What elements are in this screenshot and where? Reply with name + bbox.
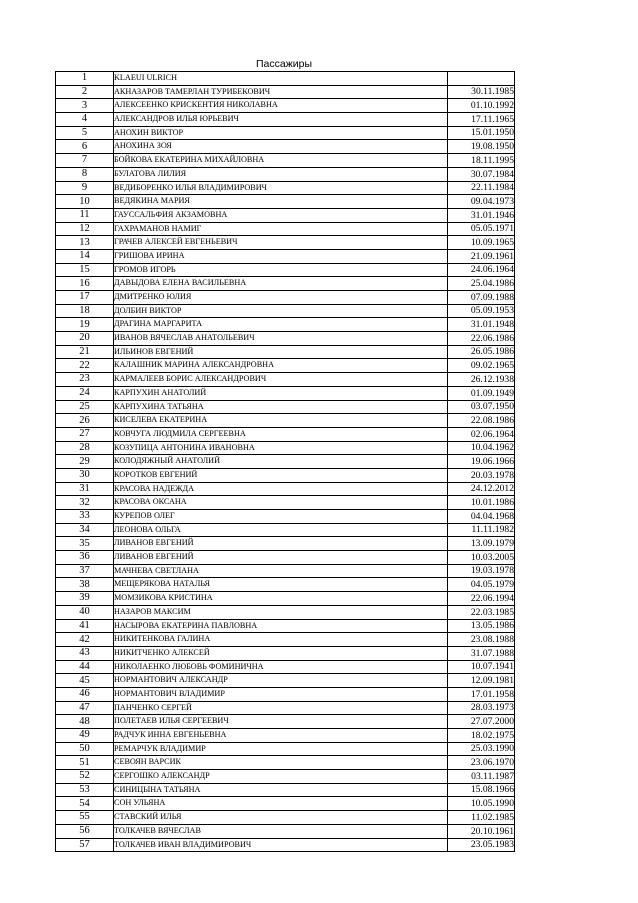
passenger-name: КОЛОДЯЖНЫЙ АНАТОЛИЙ	[114, 455, 448, 469]
passenger-name: НОРМАНТОВИЧ АЛЕКСАНДР	[114, 674, 448, 688]
table-row	[56, 332, 515, 346]
table-row	[56, 701, 515, 715]
table-row	[56, 181, 515, 195]
birth-date: 23.08.1988	[448, 633, 515, 647]
row-number: 19	[56, 318, 114, 332]
row-number: 43	[56, 646, 114, 660]
birth-date: 05.05.1971	[448, 222, 515, 236]
table-row	[56, 359, 515, 373]
row-number: 29	[56, 455, 114, 469]
birth-date: 10.04.1962	[448, 441, 515, 455]
row-number: 35	[56, 537, 114, 551]
passenger-name: НОРМАНТОВИЧ ВЛАДИМИР	[114, 687, 448, 701]
table-row	[56, 441, 515, 455]
birth-date: 27.07.2000	[448, 715, 515, 729]
passenger-name: ПОЛЕТАЕВ ИЛЬЯ СЕРГЕЕВИЧ	[114, 715, 448, 729]
passenger-name: ТОЛКАЧЕВ ВЯЧЕСЛАВ	[114, 824, 448, 838]
birth-date: 10.05.1990	[448, 797, 515, 811]
birth-date: 22.08.1986	[448, 414, 515, 428]
passenger-name: БОЙКОВА ЕКАТЕРИНА МИХАЙЛОВНА	[114, 154, 448, 168]
birth-date: 21.09.1961	[448, 249, 515, 263]
birth-date: 22.11.1984	[448, 181, 515, 195]
row-number: 11	[56, 208, 114, 222]
birth-date: 31.01.1948	[448, 318, 515, 332]
table-row	[56, 687, 515, 701]
table-row	[56, 414, 515, 428]
table-row	[56, 167, 515, 181]
birth-date: 18.02.1975	[448, 729, 515, 743]
passenger-name: КАРПУХИН АНАТОЛИЙ	[114, 386, 448, 400]
row-number: 47	[56, 701, 114, 715]
passenger-name: НИКОЛАЕНКО ЛЮБОВЬ ФОМИНИЧНА	[114, 660, 448, 674]
passenger-name: ПАНЧЕНКО СЕРГЕЙ	[114, 701, 448, 715]
passenger-name: СТАВСКИЙ ИЛЬЯ	[114, 811, 448, 825]
table-row	[56, 715, 515, 729]
birth-date: 19.08.1950	[448, 140, 515, 154]
row-number: 46	[56, 687, 114, 701]
passenger-name: АКНАЗАРОВ ТАМЕРЛАН ТУРИБЕКОВИЧ	[114, 85, 448, 99]
passenger-name: КРАСОВА ОКСАНА	[114, 496, 448, 510]
passenger-name: ИЛЬИНОВ ЕВГЕНИЙ	[114, 345, 448, 359]
row-number: 52	[56, 770, 114, 784]
birth-date: 13.09.1979	[448, 537, 515, 551]
row-number: 26	[56, 414, 114, 428]
row-number: 49	[56, 729, 114, 743]
passenger-name: БУЛАТОВА ЛИЛИЯ	[114, 167, 448, 181]
birth-date: 22.03.1985	[448, 605, 515, 619]
passenger-name: РАДЧУК ИННА ЕВГЕНЬЕВНА	[114, 729, 448, 743]
passenger-name: ГАУССАЛЬФИЯ АКЗАМОВНА	[114, 208, 448, 222]
passenger-name: РЕМАРЧУК ВЛАДИМИР	[114, 742, 448, 756]
table-row	[56, 400, 515, 414]
birth-date: 02.06.1964	[448, 427, 515, 441]
birth-date: 31.07.1988	[448, 646, 515, 660]
row-number: 40	[56, 605, 114, 619]
table-row	[56, 797, 515, 811]
table-row	[56, 496, 515, 510]
passenger-table	[55, 71, 515, 852]
table-row	[56, 195, 515, 209]
passenger-name: НИКИТЧЕНКО АЛЕКСЕЙ	[114, 646, 448, 660]
birth-date: 13.05.1986	[448, 619, 515, 633]
passenger-name: ДОЛБИН ВИКТОР	[114, 304, 448, 318]
table-row	[56, 783, 515, 797]
table-row	[56, 660, 515, 674]
row-number: 8	[56, 167, 114, 181]
table-row	[56, 85, 515, 99]
passenger-name: НАСЫРОВА ЕКАТЕРИНА ПАВЛОВНА	[114, 619, 448, 633]
passenger-name: ВЕДЯКИНА МАРИЯ	[114, 195, 448, 209]
table-row	[56, 811, 515, 825]
passenger-name: ЛЕОНОВА ОЛЬГА	[114, 523, 448, 537]
row-number: 23	[56, 373, 114, 387]
birth-date: 19.06.1966	[448, 455, 515, 469]
passenger-name: ГРАЧЕВ АЛЕКСЕЙ ЕВГЕНЬЕВИЧ	[114, 236, 448, 250]
birth-date: 23.05.1983	[448, 838, 515, 852]
passenger-name: ВЕДИБОРЕНКО ИЛЬЯ ВЛАДИМИРОВИЧ	[114, 181, 448, 195]
table-row	[56, 386, 515, 400]
table-row	[56, 304, 515, 318]
table-row	[56, 564, 515, 578]
passenger-name: МЕЩЕРЯКОВА НАТАЛЬЯ	[114, 578, 448, 592]
table-row	[56, 646, 515, 660]
row-number: 5	[56, 126, 114, 140]
passenger-name: КРАСОВА НАДЕЖДА	[114, 482, 448, 496]
birth-date: 10.03.2005	[448, 551, 515, 565]
table-row	[56, 578, 515, 592]
row-number: 38	[56, 578, 114, 592]
passenger-name: АЛЕКСАНДРОВ ИЛЬЯ ЮРЬЕВИЧ	[114, 113, 448, 127]
table-row	[56, 345, 515, 359]
table-row	[56, 605, 515, 619]
table-row	[56, 824, 515, 838]
passenger-name: ЛИВАНОВ ЕВГЕНИЙ	[114, 537, 448, 551]
birth-date: 31.01.1946	[448, 208, 515, 222]
table-row	[56, 551, 515, 565]
passenger-name: КУРЕПОВ ОЛЕГ	[114, 510, 448, 524]
birth-date: 23.06.1970	[448, 756, 515, 770]
birth-date: 17.01.1958	[448, 687, 515, 701]
row-number: 9	[56, 181, 114, 195]
passenger-name: ДРАГИНА МАРГАРИТА	[114, 318, 448, 332]
row-number: 13	[56, 236, 114, 250]
table-row	[56, 729, 515, 743]
birth-date: 01.09.1949	[448, 386, 515, 400]
birth-date: 15.01.1950	[448, 126, 515, 140]
row-number: 14	[56, 249, 114, 263]
row-number: 42	[56, 633, 114, 647]
table-row	[56, 126, 515, 140]
table-row	[56, 619, 515, 633]
table-row	[56, 468, 515, 482]
birth-date: 04.04.1968	[448, 510, 515, 524]
passenger-name: ИВАНОВ ВЯЧЕСЛАВ АНАТОЛЬЕВИЧ	[114, 332, 448, 346]
birth-date: 03.11.1987	[448, 770, 515, 784]
passenger-name: НИКИТЕНКОВА ГАЛИНА	[114, 633, 448, 647]
row-number: 33	[56, 510, 114, 524]
row-number: 1	[56, 72, 114, 86]
row-number: 36	[56, 551, 114, 565]
passenger-name: ГРОМОВ ИГОРЬ	[114, 263, 448, 277]
row-number: 54	[56, 797, 114, 811]
passenger-name: МАЧНЕВА СВЕТЛАНА	[114, 564, 448, 578]
birth-date: 22.06.1986	[448, 332, 515, 346]
birth-date: 11.11.1982	[448, 523, 515, 537]
birth-date	[448, 72, 515, 86]
row-number: 41	[56, 619, 114, 633]
row-number: 56	[56, 824, 114, 838]
table-row	[56, 373, 515, 387]
birth-date: 04.05.1979	[448, 578, 515, 592]
row-number: 51	[56, 756, 114, 770]
passenger-name: КОРОТКОВ ЕВГЕНИЙ	[114, 468, 448, 482]
birth-date: 30.11.1985	[448, 85, 515, 99]
table-row	[56, 236, 515, 250]
passenger-name: ДМИТРЕНКО ЮЛИЯ	[114, 291, 448, 305]
birth-date: 07.09.1988	[448, 291, 515, 305]
table-row	[56, 154, 515, 168]
birth-date: 12.09.1981	[448, 674, 515, 688]
passenger-name: ДАВЫДОВА ЕЛЕНА ВАСИЛЬЕВНА	[114, 277, 448, 291]
passenger-name: ЛИВАНОВ ЕВГЕНИЙ	[114, 551, 448, 565]
row-number: 25	[56, 400, 114, 414]
table-row	[56, 263, 515, 277]
passenger-name: КОЗУПИЦА АНТОНИНА ИВАНОВНА	[114, 441, 448, 455]
table-row	[56, 510, 515, 524]
page-title: Пассажиры	[255, 58, 312, 70]
passenger-name: ГРИШОВА ИРИНА	[114, 249, 448, 263]
birth-date: 20.10.1961	[448, 824, 515, 838]
birth-date: 05.09.1953	[448, 304, 515, 318]
row-number: 48	[56, 715, 114, 729]
table-row	[56, 208, 515, 222]
table-row	[56, 277, 515, 291]
row-number: 6	[56, 140, 114, 154]
table-row	[56, 318, 515, 332]
birth-date: 26.12.1938	[448, 373, 515, 387]
birth-date: 20.03.1978	[448, 468, 515, 482]
row-number: 18	[56, 304, 114, 318]
passenger-name: СЕВОЯН ВАРСИК	[114, 756, 448, 770]
passenger-name: СЕРГОШКО АЛЕКСАНДР	[114, 770, 448, 784]
row-number: 28	[56, 441, 114, 455]
birth-date: 17.11.1965	[448, 113, 515, 127]
birth-date: 28.03.1973	[448, 701, 515, 715]
row-number: 10	[56, 195, 114, 209]
birth-date: 25.04.1986	[448, 277, 515, 291]
table-row	[56, 249, 515, 263]
row-number: 17	[56, 291, 114, 305]
row-number: 24	[56, 386, 114, 400]
passenger-name: АНОХИНА ЗОЯ	[114, 140, 448, 154]
row-number: 27	[56, 427, 114, 441]
row-number: 12	[56, 222, 114, 236]
row-number: 44	[56, 660, 114, 674]
row-number: 3	[56, 99, 114, 113]
passenger-name: МОМЗИКОВА КРИСТИНА	[114, 592, 448, 606]
passenger-name: АНОХИН ВИКТОР	[114, 126, 448, 140]
row-number: 4	[56, 113, 114, 127]
birth-date: 11.02.1985	[448, 811, 515, 825]
table-row	[56, 592, 515, 606]
passenger-name: КИСЕЛЕВА ЕКАТЕРИНА	[114, 414, 448, 428]
row-number: 57	[56, 838, 114, 852]
row-number: 7	[56, 154, 114, 168]
table-row	[56, 633, 515, 647]
row-number: 16	[56, 277, 114, 291]
table-row	[56, 537, 515, 551]
table-row	[56, 291, 515, 305]
birth-date: 09.02.1965	[448, 359, 515, 373]
birth-date: 24.12.2012	[448, 482, 515, 496]
birth-date: 01.10.1992	[448, 99, 515, 113]
passenger-table-body	[56, 72, 515, 852]
birth-date: 10.07.1941	[448, 660, 515, 674]
birth-date: 09.04.1973	[448, 195, 515, 209]
passenger-name: ГАХРАМАНОВ НАМИГ	[114, 222, 448, 236]
passenger-name: ТОЛКАЧЕВ ИВАН ВЛАДИМИРОВИЧ	[114, 838, 448, 852]
table-row	[56, 742, 515, 756]
row-number: 34	[56, 523, 114, 537]
passenger-name: НАЗАРОВ МАКСИМ	[114, 605, 448, 619]
birth-date: 24.06.1964	[448, 263, 515, 277]
row-number: 45	[56, 674, 114, 688]
table-row	[56, 482, 515, 496]
table-row	[56, 140, 515, 154]
table-row	[56, 838, 515, 852]
table-row	[56, 674, 515, 688]
passenger-name: КОВЧУГА ЛЮДМИЛА СЕРГЕЕВНА	[114, 427, 448, 441]
birth-date: 10.01.1986	[448, 496, 515, 510]
table-row	[56, 455, 515, 469]
row-number: 30	[56, 468, 114, 482]
passenger-name: КАРПУХИНА ТАТЬЯНА	[114, 400, 448, 414]
row-number: 53	[56, 783, 114, 797]
birth-date: 15.08.1966	[448, 783, 515, 797]
birth-date: 10.09.1965	[448, 236, 515, 250]
passenger-name: KLAEUI ULRICH	[114, 72, 448, 86]
table-row	[56, 770, 515, 784]
table-row	[56, 756, 515, 770]
row-number: 21	[56, 345, 114, 359]
table-row	[56, 427, 515, 441]
row-number: 22	[56, 359, 114, 373]
table-row	[56, 523, 515, 537]
birth-date: 18.11.1995	[448, 154, 515, 168]
row-number: 37	[56, 564, 114, 578]
birth-date: 03.07.1950	[448, 400, 515, 414]
birth-date: 19.03.1978	[448, 564, 515, 578]
row-number: 55	[56, 811, 114, 825]
passenger-name: КАЛАШНИК МАРИНА АЛЕКСАНДРОВНА	[114, 359, 448, 373]
table-row	[56, 99, 515, 113]
row-number: 15	[56, 263, 114, 277]
passenger-name: СИНИЦЫНА ТАТЬЯНА	[114, 783, 448, 797]
table-row	[56, 222, 515, 236]
passenger-name: СОН УЛЬЯНА	[114, 797, 448, 811]
row-number: 32	[56, 496, 114, 510]
row-number: 2	[56, 85, 114, 99]
row-number: 50	[56, 742, 114, 756]
row-number: 31	[56, 482, 114, 496]
row-number: 20	[56, 332, 114, 346]
row-number: 39	[56, 592, 114, 606]
birth-date: 22.06.1994	[448, 592, 515, 606]
birth-date: 25.03.1990	[448, 742, 515, 756]
passenger-name: КАРМАЛЕЕВ БОРИС АЛЕКСАНДРОВИЧ	[114, 373, 448, 387]
birth-date: 30.07.1984	[448, 167, 515, 181]
table-row	[56, 113, 515, 127]
birth-date: 26.05.1986	[448, 345, 515, 359]
passenger-name: АЛЕКСЕЕНКО КРИСКЕНТИЯ НИКОЛАВНА	[114, 99, 448, 113]
table-row	[56, 72, 515, 86]
